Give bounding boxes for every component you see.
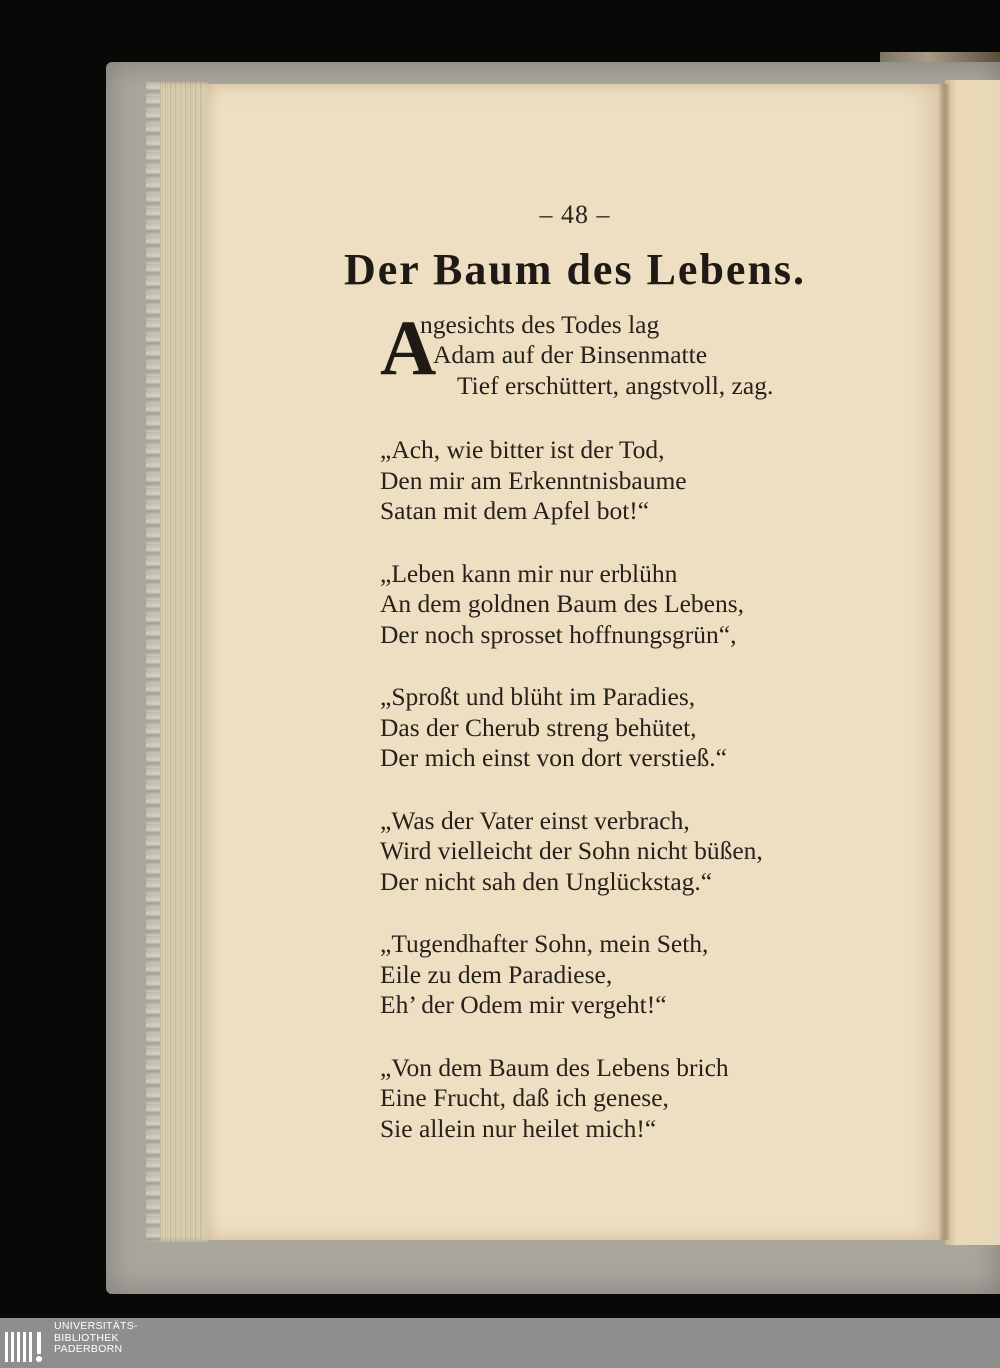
poem-line: Wird vielleicht der Sohn nicht büßen, — [380, 836, 763, 865]
poem-title: Der Baum des Lebens. — [343, 245, 807, 294]
library-logo-text — [54, 1321, 138, 1356]
stanza — [380, 304, 920, 403]
page-number: – 48 – — [539, 200, 611, 229]
poem-line: „Ach, wie bitter ist der Tod, — [380, 435, 665, 464]
poem-line: Der nicht sah den Unglückstag.“ — [380, 866, 713, 896]
poem-line: Eile zu dem Paradiese, — [380, 959, 613, 989]
spine-strip — [146, 82, 160, 1242]
poem-line: Adam auf der Binsenmatte — [433, 340, 708, 369]
drop-cap: A — [380, 304, 437, 391]
poem-line: Satan mit dem Apfel bot!“ — [380, 496, 650, 525]
page-gutter — [938, 84, 950, 1240]
poem-line: Sie allein nur heilet mich!“ — [380, 1113, 657, 1143]
poem-line: „Leben kann mir nur erblühn — [380, 558, 678, 588]
facing-page-edge — [945, 80, 1000, 1245]
logo-line: BIBLIOTHEK — [54, 1331, 119, 1344]
poem-line: „Sproßt und blüht im Paradies, — [380, 682, 696, 711]
logo-line: UNIVERSITÄTS- — [54, 1320, 138, 1332]
poem-line: ngesichts des Todes lag — [420, 310, 660, 339]
stanza — [380, 435, 920, 527]
poem-line: Eh’ der Odem mir vergeht!“ — [380, 990, 667, 1019]
poem-body — [380, 304, 920, 1176]
poem-line: „Tugendhafter Sohn, mein Seth, — [380, 929, 709, 958]
stanza — [380, 559, 920, 651]
poem-line: Den mir am Erkenntnisbaume — [380, 465, 687, 495]
stanza — [380, 806, 920, 898]
poem-line: „Von dem Baum des Lebens brich — [380, 1052, 729, 1082]
poem-line: An dem goldnen Baum des Lebens, — [380, 589, 745, 618]
book-page — [205, 84, 945, 1240]
poem-line: Tief erschüttert, angstvoll, zag. — [457, 371, 774, 400]
poem-line: Eine Frucht, daß ich genese, — [380, 1083, 669, 1112]
library-barcode-logo-icon — [3, 1320, 43, 1366]
logo-line: PADERBORN — [54, 1343, 123, 1355]
stanza — [380, 682, 920, 774]
stanza — [380, 929, 920, 1021]
poem-line: Das der Cherub streng behütet, — [380, 712, 697, 742]
stanza — [380, 1053, 920, 1145]
footer-bar — [0, 1318, 1000, 1368]
poem-line: „Was der Vater einst verbrach, — [380, 805, 690, 835]
poem-line: Der noch sprosset hoffnungsgrün“, — [380, 619, 737, 649]
poem-line: Der mich einst von dort verstieß.“ — [380, 743, 727, 772]
